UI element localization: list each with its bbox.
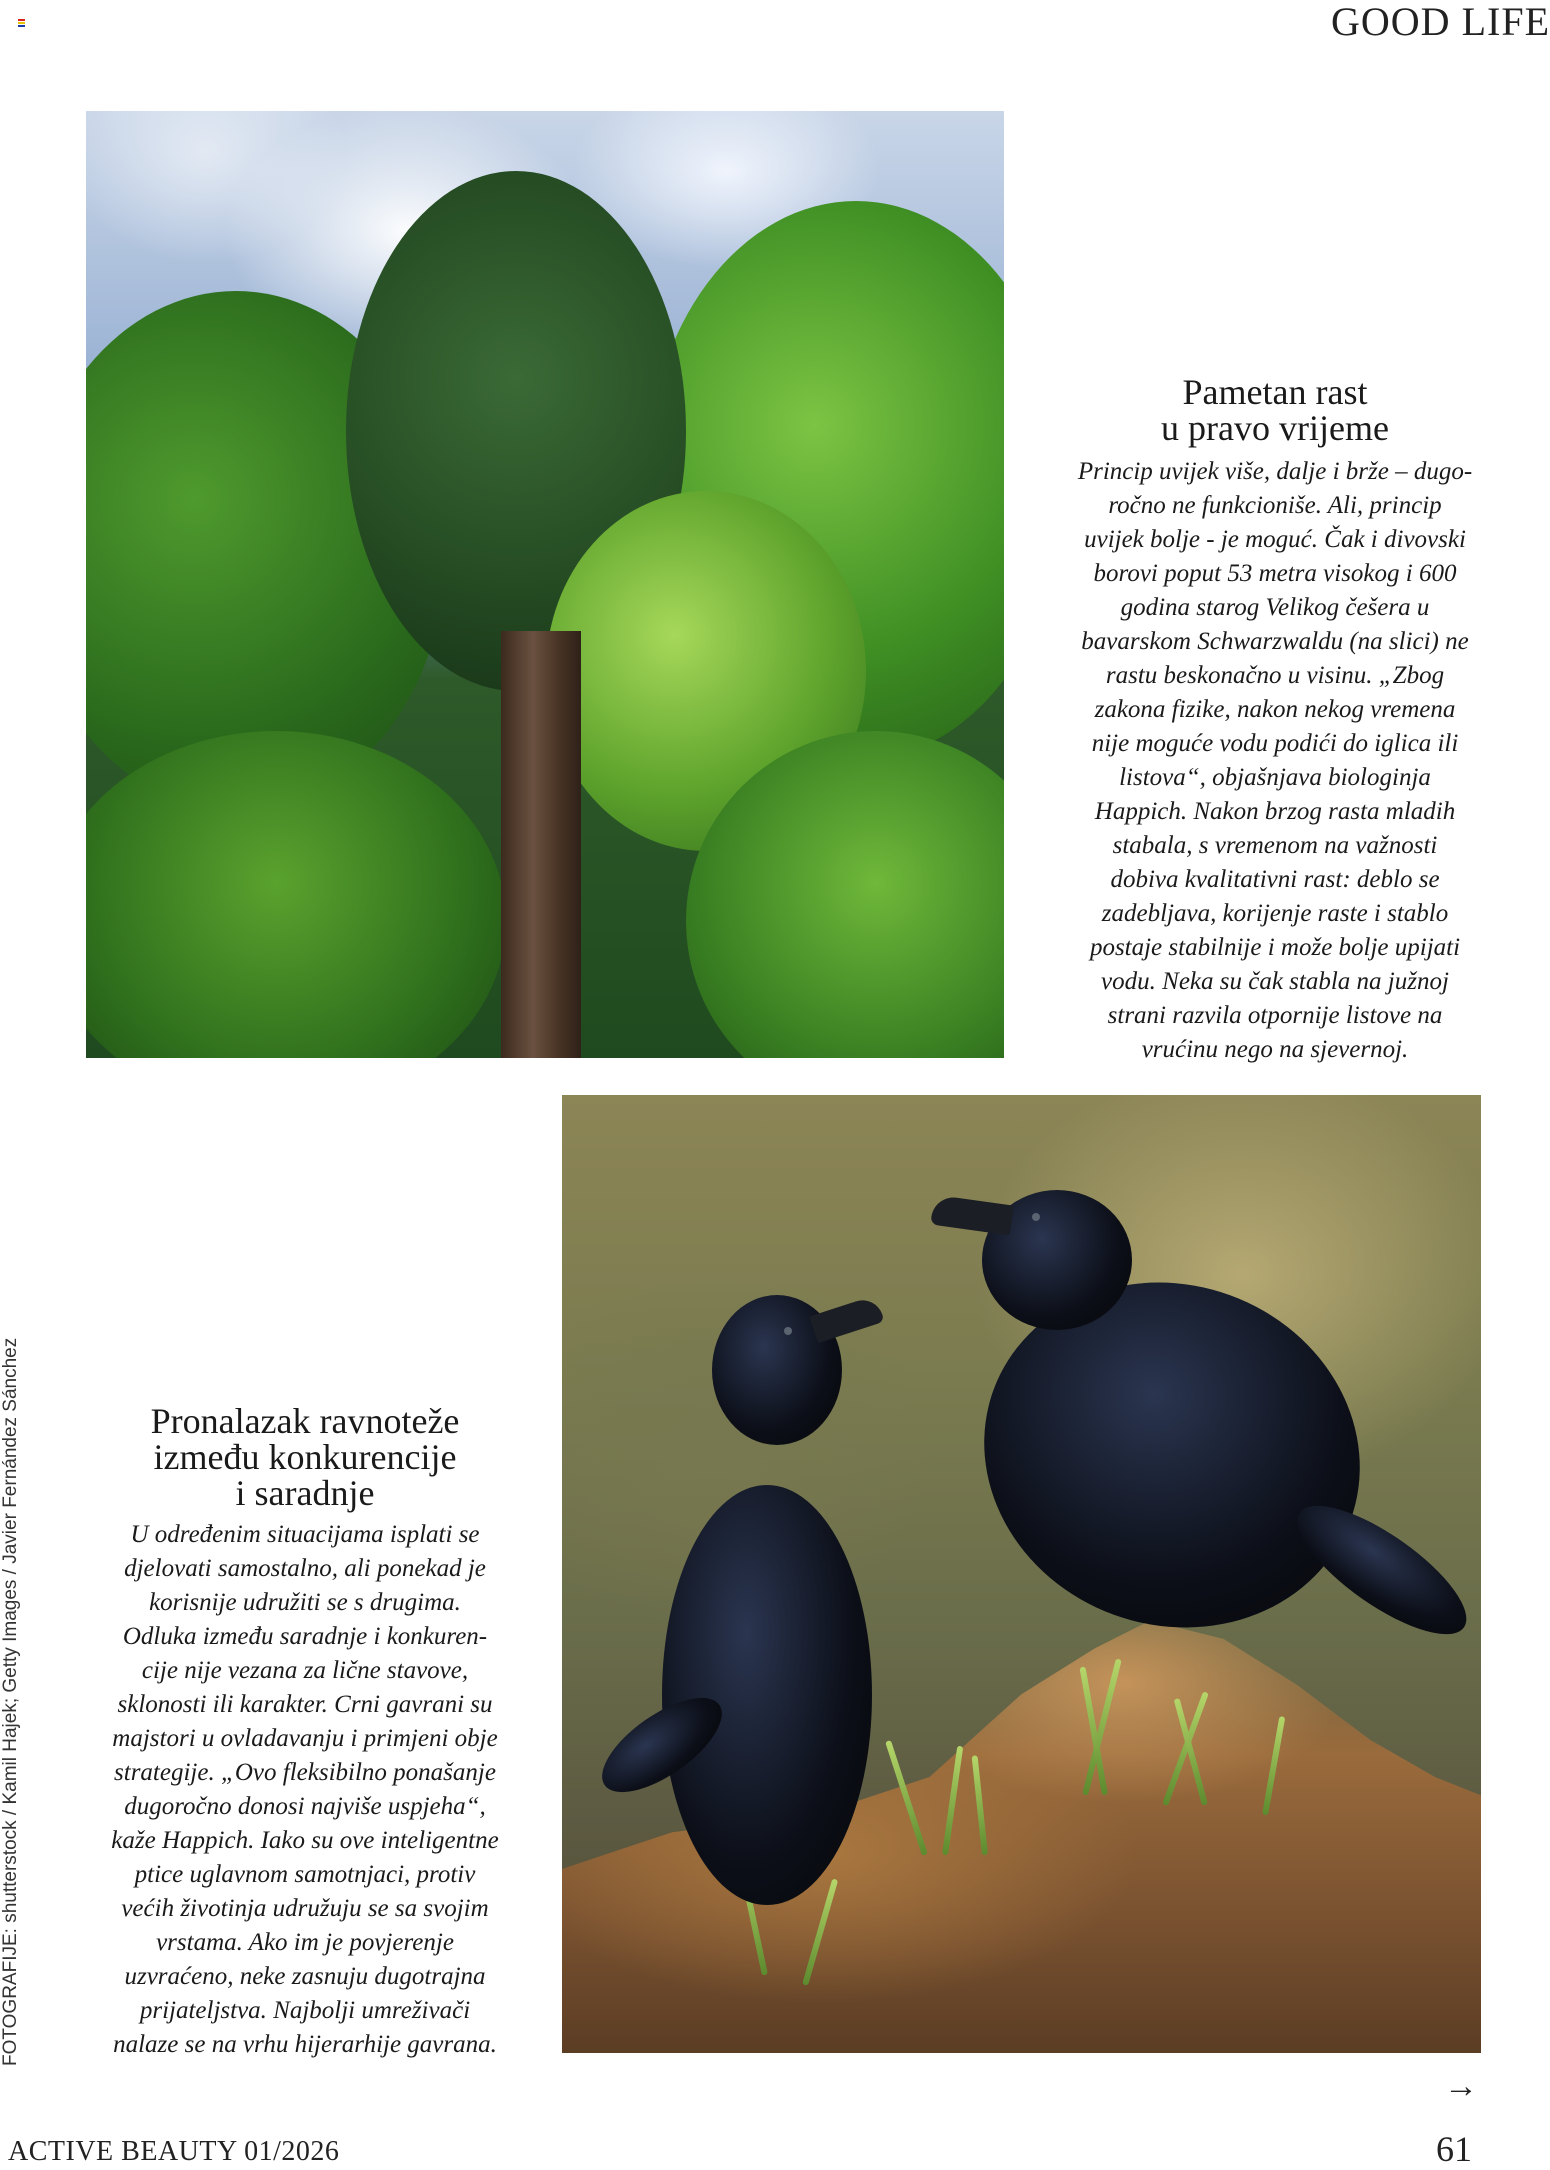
section-label: GOOD LIFE (1331, 0, 1550, 44)
heading-line: i saradnje (235, 1473, 375, 1513)
text-line: nije moguće vodu podići do iglica ili (1091, 730, 1459, 757)
arrow-right-icon: → (1444, 2068, 1478, 2105)
text-line: ročno ne funkcioniše. Ali, princip (1108, 492, 1442, 519)
heading-pronalazak-ravnoteze (80, 1403, 530, 1511)
text-line: zadebljava, korijenje raste i stablo (1101, 900, 1449, 927)
text-line: bavarskom Schwarzwaldu (na slici) ne (1081, 628, 1469, 655)
text-line: prijateljstva. Najbolji umreživači (139, 1997, 471, 2024)
text-line: sklonosti ili karakter. Crni gavrani su (117, 1691, 493, 1718)
text-line: dobiva kvalitativni rast: deblo se (1110, 866, 1440, 893)
text-line: cije nije vezana za lične stavove, (141, 1657, 469, 1684)
text-line: uvijek bolje - je moguć. Čak i divovski (1084, 526, 1466, 553)
text-line: U određenim situacijama isplati se (130, 1521, 480, 1548)
text-line: većih životinja udružuju se sa svojim (121, 1895, 489, 1922)
ravens-photo (562, 1095, 1481, 2053)
text-line: korisnije udružiti se s drugima. (149, 1589, 461, 1616)
text-line: Princip uvijek više, dalje i brže – dugo- (1077, 458, 1473, 485)
paragraph-pronalazak-ravnoteze (70, 1518, 540, 2062)
heading-line: između konkurencije (153, 1437, 457, 1477)
text-line: kaže Happich. Iako su ove inteligentne (111, 1827, 499, 1854)
flag-icon (18, 19, 25, 27)
text-line: postaje stabilnije i može bolje upijati (1089, 934, 1461, 961)
text-line: nalaze se na vrhu hijerarhije gavrana. (113, 2031, 497, 2058)
raven-left (662, 1485, 872, 1905)
text-line: strani razvila otpornije listove na (1107, 1002, 1443, 1029)
text-line: vrstama. Ako im je povjerenje (156, 1929, 454, 1956)
text-line: vodu. Neka su čak stabla na južnoj (1101, 968, 1449, 995)
text-line: vrućinu nego na sjevernoj. (1141, 1036, 1409, 1063)
text-line: ptice uglavnom samotnjaci, protiv (134, 1861, 476, 1888)
heading-pametan-rast (1040, 374, 1510, 446)
text-line: uzvraćeno, neke zasnuju dugotrajna (124, 1963, 486, 1990)
text-line: Odluka između saradnje i konkuren- (122, 1623, 488, 1650)
heading-line: Pronalazak ravnoteže (150, 1401, 460, 1441)
text-line: zakona fizike, nakon nekog vremena (1094, 696, 1456, 723)
magazine-issue: ACTIVE BEAUTY 01/2026 (8, 2136, 340, 2167)
page-number: 61 (1436, 2129, 1472, 2169)
text-line: borovi poput 53 metra visokog i 600 (1093, 560, 1457, 587)
text-line: majstori u ovladavanju i primjeni obje (112, 1725, 498, 1752)
text-line: dugoročno donosi najviše uspjeha“, (124, 1793, 486, 1820)
paragraph-pametan-rast (1030, 455, 1520, 1067)
text-line: stabala, s vremenom na važnosti (1112, 832, 1438, 859)
text-line: listova“, objašnjava biologinja (1119, 764, 1431, 791)
heading-line: Pametan rast (1182, 372, 1368, 412)
heading-line: u pravo vrijeme (1161, 408, 1389, 448)
text-line: strategije. „Ovo fleksibilno ponašanje (114, 1759, 496, 1786)
text-line: djelovati samostalno, ali ponekad je (124, 1555, 486, 1582)
forest-photo (86, 111, 1004, 1058)
text-line: Happich. Nakon brzog rasta mladih (1094, 798, 1456, 825)
photo-credit: FOTOGRAFIJE: shutterstock / Kamil Hajek; Getty Images / Javier Fernández Sánchez (0, 1337, 21, 2066)
text-line: rastu beskonačno u visinu. „Zbog (1105, 662, 1445, 689)
text-line: godina starog Velikog češera u (1120, 594, 1430, 621)
